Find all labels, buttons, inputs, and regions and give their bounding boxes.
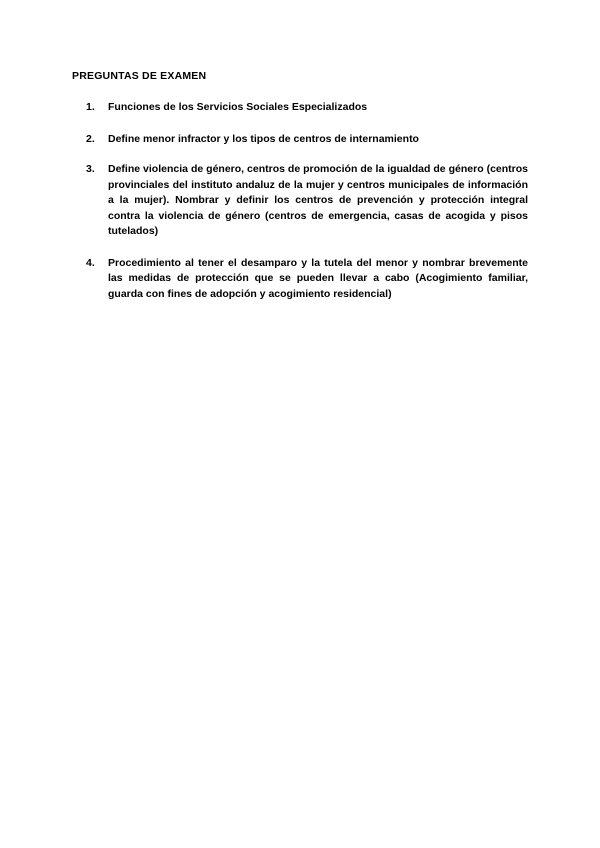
question-number-label: 4. xyxy=(86,256,95,269)
question-text: Procedimiento al tener el desamparo y la tutela del menor y nombrar brevemente las medidas de protección que se pueden llevar a cabo (Acogimiento familiar, guarda con fines de adopción y acogimiento residencial) xyxy=(108,256,528,300)
question-number-label: 2. xyxy=(86,132,95,145)
question-list xyxy=(72,100,528,318)
question-item-1 xyxy=(72,100,528,116)
question-number xyxy=(72,256,108,272)
question-text: Funciones de los Servicios Sociales Especializados xyxy=(108,101,368,113)
question-number xyxy=(72,100,108,116)
question-item-2 xyxy=(72,132,528,148)
question-item-3 xyxy=(72,162,528,240)
question-number xyxy=(72,162,108,178)
question-number xyxy=(72,132,108,148)
page-title: PREGUNTAS DE EXAMEN xyxy=(72,70,207,82)
question-text: Define violencia de género, centros de promoción de la igualdad de género (centros provinciales del instituto andaluz de la mujer y centros municipales de información a la mujer). Nombrar y definir los centros de prevención y protección integral contra la violencia de género (centros de emergencia, casas de acogida y pisos tutelados) xyxy=(108,163,528,237)
question-number-label: 1. xyxy=(86,101,95,113)
question-item-4 xyxy=(72,256,528,303)
question-number-label: 3. xyxy=(86,163,95,175)
question-text: Define menor infractor y los tipos de centros de internamiento xyxy=(108,132,419,145)
